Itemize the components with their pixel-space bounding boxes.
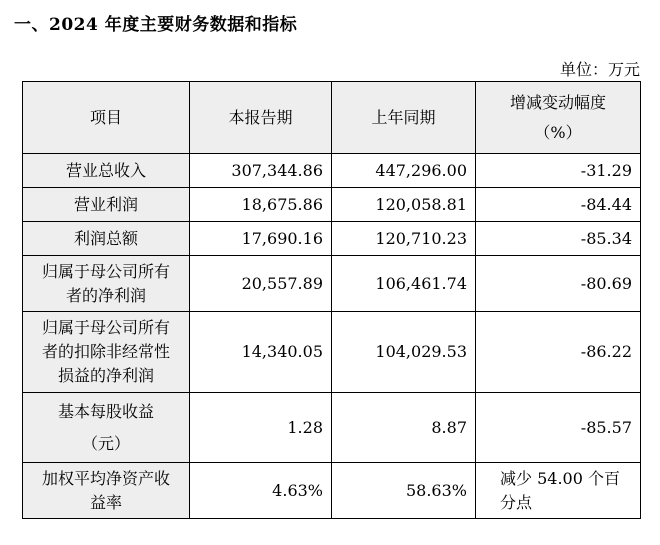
row-label <box>23 393 190 463</box>
cell-current: 20,557.89 <box>190 256 332 312</box>
cell-prior: 120,058.81 <box>332 188 476 222</box>
row-label-line2: 者的净利润 <box>65 285 146 305</box>
row-label-line2: 者的扣除非经常性 <box>41 342 170 361</box>
cell-current: 17,690.16 <box>190 222 332 256</box>
change-note-line2: 分点 <box>500 492 533 512</box>
cell-prior: 8.87 <box>332 393 476 463</box>
row-label <box>23 463 190 519</box>
unit-label: 单位：万元 <box>559 60 640 79</box>
cell-current: 307,344.86 <box>190 154 332 188</box>
table-row <box>23 188 641 222</box>
row-label <box>23 312 190 393</box>
row-label-line1: 加权平均净资产收 <box>41 468 170 488</box>
row-label <box>23 256 190 312</box>
row-label-line1: 基本每股收益 <box>57 401 154 421</box>
table-row <box>23 463 641 519</box>
table-header-row <box>23 82 641 154</box>
cell-current: 14,340.05 <box>190 312 332 393</box>
header-change-line2: （%） <box>534 122 582 142</box>
table-row <box>23 393 641 463</box>
row-label-line2: 益率 <box>89 492 122 512</box>
financial-data-table <box>22 81 641 519</box>
cell-current: 18,675.86 <box>190 188 332 222</box>
cell-change-note <box>476 463 641 519</box>
row-label: 利润总额 <box>23 222 190 256</box>
cell-prior: 58.63% <box>332 463 476 519</box>
cell-change: -31.29 <box>476 154 641 188</box>
cell-change: -86.22 <box>476 312 641 393</box>
change-note-line1: 减少 54.00 个百 <box>500 468 620 488</box>
header-change-rate <box>476 82 641 154</box>
cell-change: -80.69 <box>476 256 641 312</box>
cell-change: -84.44 <box>476 188 641 222</box>
cell-prior: 106,461.74 <box>332 256 476 312</box>
cell-current: 4.63% <box>190 463 332 519</box>
header-change-line1: 增减变动幅度 <box>509 92 606 112</box>
row-label-line2: （元） <box>81 433 130 453</box>
cell-prior: 447,296.00 <box>332 154 476 188</box>
cell-prior: 120,710.23 <box>332 222 476 256</box>
table-row <box>23 312 641 393</box>
header-item: 项目 <box>23 82 190 154</box>
section-title: 一、2024 年度主要财务数据和指标 <box>14 15 298 35</box>
table-row <box>23 154 641 188</box>
row-label: 营业总收入 <box>23 154 190 188</box>
cell-change: -85.34 <box>476 222 641 256</box>
cell-change: -85.57 <box>476 393 641 463</box>
row-label-line1: 归属于母公司所有 <box>41 261 170 281</box>
row-label: 营业利润 <box>23 188 190 222</box>
cell-prior: 104,029.53 <box>332 312 476 393</box>
row-label-line3: 损益的净利润 <box>57 366 154 385</box>
table-row <box>23 222 641 256</box>
row-label-line1: 归属于母公司所有 <box>41 318 170 337</box>
header-prior-period: 上年同期 <box>332 82 476 154</box>
cell-current: 1.28 <box>190 393 332 463</box>
header-current-period: 本报告期 <box>190 82 332 154</box>
table-row <box>23 256 641 312</box>
